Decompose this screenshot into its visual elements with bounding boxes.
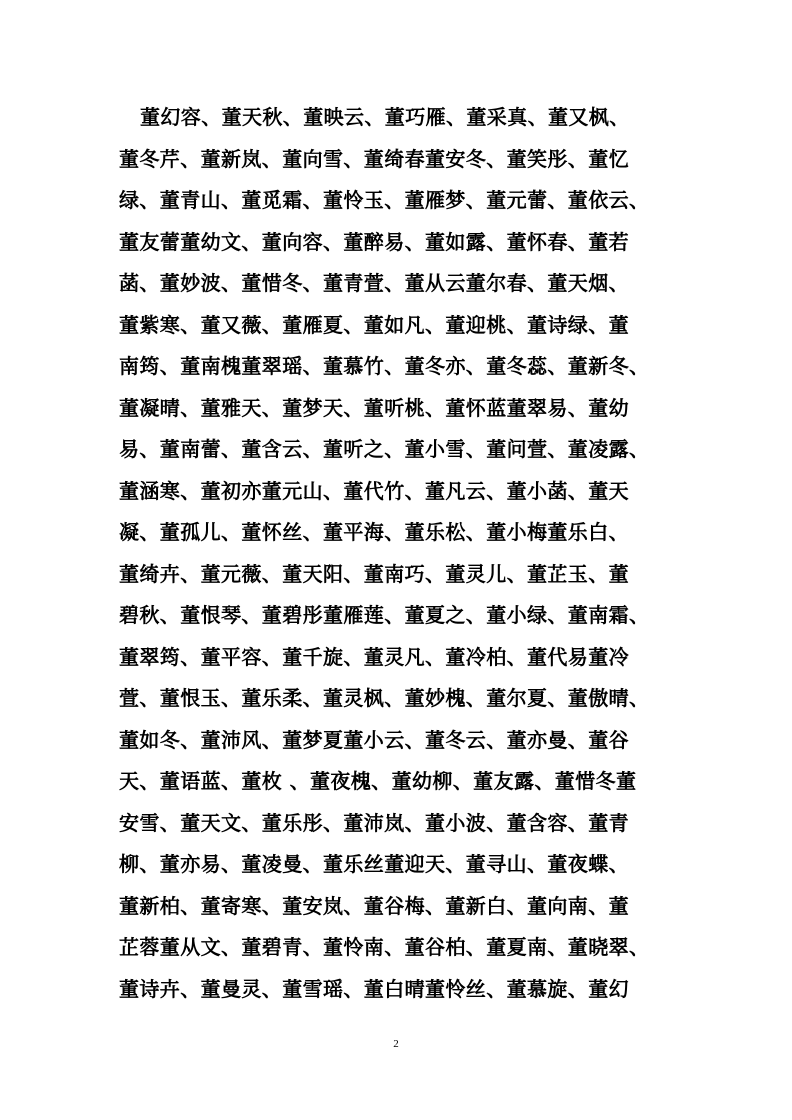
text-line: 柳、董亦易、董凌曼、董乐丝董迎天、董寻山、董夜蝶、 <box>119 852 629 876</box>
text-line: 董紫寒、董又薇、董雁夏、董如凡、董迎桃、董诗绿、董 <box>119 312 629 337</box>
text-line: 天、董语蓝、董枚 、董夜槐、董幼柳、董友露、董惜冬董 <box>119 769 637 793</box>
text-line: 董友蕾董幼文、董向容、董醉易、董如露、董怀春、董若 <box>119 229 629 254</box>
text-line: 南筠、董南槐董翠瑶、董慕竹、董冬亦、董冬蕊、董新冬、 <box>119 354 650 378</box>
text-line: 董翠筠、董平容、董千旋、董灵凡、董冷柏、董代易董冷 <box>119 644 629 669</box>
text-line: 董新柏、董寄寒、董安岚、董谷梅、董新白、董向南、董 <box>119 893 629 918</box>
text-line: 菡、董妙波、董惜冬、董青萱、董从云董尔春、董天烟、 <box>119 271 629 295</box>
text-line: 萱、董恨玉、董乐柔、董灵枫、董妙槐、董尔夏、董傲晴、 <box>119 686 650 710</box>
text-line: 凝、董孤儿、董怀丝、董平海、董乐松、董小梅董乐白、 <box>119 520 629 544</box>
text-line: 董凝晴、董雅天、董梦天、董听桃、董怀蓝董翠易、董幼 <box>119 395 629 420</box>
text-line: 董幻容、董天秋、董映云、董巧雁、董采真、董又枫、 <box>140 105 630 129</box>
body-text <box>119 97 679 1010</box>
text-line: 董涵寒、董初亦董元山、董代竹、董凡云、董小菡、董天 <box>119 478 629 503</box>
text-line: 易、董南蕾、董含云、董听之、董小雪、董问萱、董凌露、 <box>119 437 650 461</box>
text-line: 安雪、董天文、董乐彤、董沛岚、董小波、董含容、董青 <box>119 810 629 835</box>
text-line: 董绮卉、董元薇、董天阳、董南巧、董灵儿、董芷玉、董 <box>119 561 629 586</box>
text-line: 董诗卉、董曼灵、董雪瑶、董白晴董怜丝、董慕旋、董幻 <box>119 976 629 1001</box>
text-line: 董如冬、董沛风、董梦夏董小云、董冬云、董亦曼、董谷 <box>119 727 629 752</box>
text-line: 董冬芹、董新岚、董向雪、董绮春董安冬、董笑彤、董忆 <box>119 146 629 171</box>
text-line: 碧秋、董恨琴、董碧彤董雁莲、董夏之、董小绿、董南霜、 <box>119 603 650 627</box>
text-line: 绿、董青山、董觅霜、董怜玉、董雁梦、董元蕾、董依云、 <box>119 188 650 212</box>
text-line: 芷蓉董从文、董碧青、董怜南、董谷柏、董夏南、董晓翠、 <box>119 935 650 959</box>
page-number: 2 <box>393 1038 399 1050</box>
